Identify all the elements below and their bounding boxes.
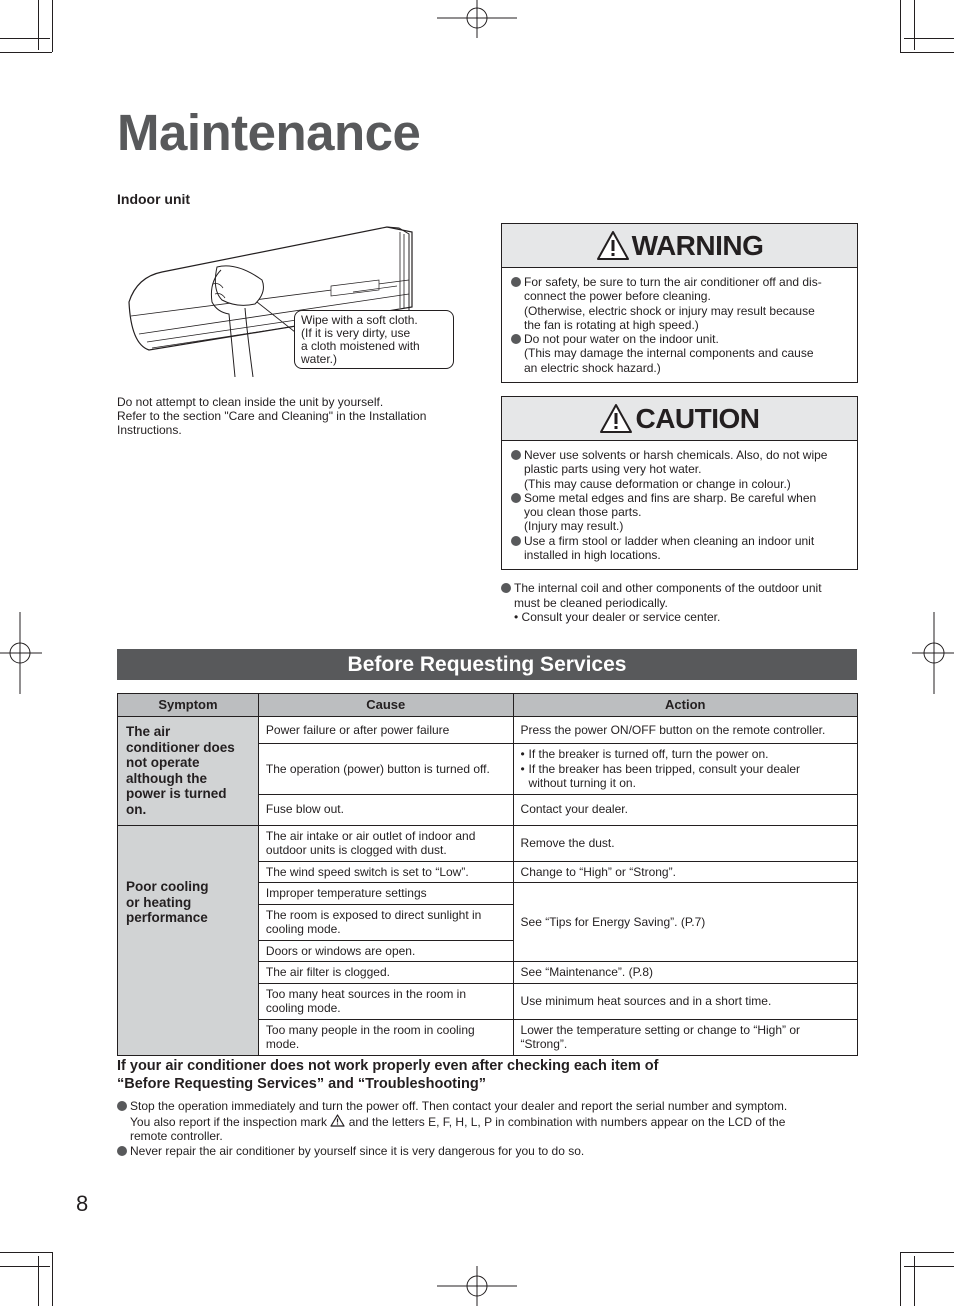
symptom-line: power is turned	[126, 786, 227, 801]
bullet-icon	[511, 334, 521, 344]
action-cell: Change to “High” or “Strong”.	[513, 861, 857, 883]
cause-cell: Doors or windows are open.	[258, 940, 513, 962]
action-line: without turning it on.	[528, 776, 636, 790]
page-title: Maintenance	[117, 104, 421, 161]
symptom-line: on.	[126, 801, 147, 817]
symptom-line: or heating	[126, 894, 192, 910]
item-line: installed in high locations.	[524, 548, 661, 563]
item-line: (Injury may result.)	[524, 519, 624, 534]
symptom-cell	[118, 717, 259, 826]
symptom-line: not operate	[126, 755, 200, 770]
item-line: the fan is rotating at high speed.)	[524, 317, 699, 332]
registration-mark-bottom	[437, 1266, 517, 1306]
item-line: (This may damage the internal components and cause	[524, 346, 814, 361]
cause-line: Too many people in the room in cooling	[265, 1022, 475, 1037]
caution-box	[501, 396, 858, 570]
inspection-mark-icon	[330, 1114, 345, 1127]
action-cell	[513, 1019, 857, 1055]
cause-cell	[258, 825, 513, 861]
cause-cell	[258, 983, 513, 1019]
header-cause: Cause	[258, 694, 513, 717]
header-symptom: Symptom	[118, 694, 259, 717]
caution-item	[511, 491, 849, 534]
bullet-icon	[511, 450, 521, 460]
action-cell: See “Maintenance”. (P.8)	[513, 962, 857, 984]
note-line: Refer to the section "Care and Cleaning" in the Installation	[117, 409, 427, 423]
registration-mark-top	[437, 0, 517, 40]
action-line: If the breaker is turned off, turn the power on.	[528, 747, 769, 761]
final-notes	[117, 1099, 857, 1158]
caution-item	[511, 534, 849, 563]
heading-line: If your air conditioner does not work properly even after checking each item of	[117, 1058, 659, 1074]
final-section-heading	[117, 1057, 857, 1093]
cause-line: cooling mode.	[265, 922, 341, 936]
item-text: You also report if the inspection mark	[130, 1114, 327, 1129]
cause-line: Too many heat sources in the room in	[265, 986, 467, 1001]
warning-triangle-icon	[596, 230, 630, 261]
final-item	[117, 1144, 857, 1159]
item-line: you clean those parts.	[524, 505, 642, 520]
note-line: Do not attempt to clean inside the unit by yourself.	[117, 395, 384, 409]
registration-mark-right	[912, 612, 954, 694]
callout-line: (If it is very dirty, use	[301, 326, 411, 340]
item-line: plastic parts using very hot water.	[524, 462, 702, 477]
note-line: Instructions.	[117, 423, 182, 437]
page-number: 8	[76, 1191, 89, 1216]
bullet-icon	[117, 1101, 127, 1111]
symptom-line: Poor cooling	[126, 879, 209, 895]
final-item	[117, 1099, 857, 1144]
warning-item	[511, 332, 849, 375]
table-header-row	[118, 694, 858, 717]
cause-cell: Fuse blow out.	[258, 794, 513, 825]
symptom-line: although the	[126, 770, 207, 786]
bullet-icon	[511, 536, 521, 546]
services-section-banner: Before Requesting Services	[117, 649, 857, 680]
callout-line: Wipe with a soft cloth.	[301, 313, 418, 327]
wipe-callout	[294, 310, 454, 369]
bullet-icon	[117, 1146, 127, 1156]
action-cell: Press the power ON/OFF button on the remote controller.	[513, 717, 857, 744]
note-line: The internal coil and other components of the outdoor unit	[514, 581, 822, 595]
symptom-cell	[118, 825, 259, 1055]
services-table	[117, 693, 858, 1056]
item-line: remote controller.	[130, 1129, 223, 1143]
action-line: Lower the temperature setting or change to “High” or	[520, 1022, 801, 1037]
table-row	[118, 717, 858, 744]
note-line: must be cleaned periodically.	[514, 595, 668, 610]
cause-line: The room is exposed to direct sunlight in	[265, 907, 482, 922]
caution-heading: CAUTION	[635, 402, 760, 434]
symptom-line: The air	[126, 724, 171, 739]
callout-line: a cloth moistened with	[301, 339, 420, 353]
item-line	[130, 1114, 787, 1130]
item-line: Some metal edges and fins are sharp. Be careful when	[524, 490, 817, 505]
caution-header	[502, 397, 857, 441]
action-cell: Contact your dealer.	[513, 794, 857, 825]
callout-line: water.)	[301, 352, 338, 366]
caution-item	[511, 448, 849, 491]
item-line: For safety, be sure to turn the air conditioner off and dis-	[524, 275, 822, 289]
indoor-unit-label: Indoor unit	[117, 191, 191, 207]
indoor-cleaning-note	[117, 395, 477, 437]
symptom-line: conditioner does	[126, 739, 235, 755]
item-line: an electric shock hazard.)	[524, 360, 661, 375]
item-line: Never repair the air conditioner by yourself since it is very dangerous for you to do so.	[130, 1143, 585, 1158]
warning-item	[511, 275, 849, 332]
action-cell: Remove the dust.	[513, 825, 857, 861]
item-line: Never use solvents or harsh chemicals. Also, do not wipe	[524, 448, 828, 462]
cause-cell	[258, 1019, 513, 1055]
bullet-icon	[511, 277, 521, 287]
bullet-icon	[501, 583, 511, 593]
caution-triangle-icon	[599, 403, 633, 434]
action-line: If the breaker has been tripped, consult your dealer	[528, 761, 801, 776]
cause-cell: The operation (power) button is turned off.	[258, 744, 513, 795]
cause-cell: Improper temperature settings	[258, 883, 513, 905]
outdoor-unit-note	[501, 581, 856, 625]
cause-cell: The wind speed switch is set to “Low”.	[258, 861, 513, 883]
action-cell: • If the breaker is turned off, turn the power on. • If the breaker has been tripped, consult your dealer without turning it on.	[513, 744, 857, 795]
cause-cell	[258, 904, 513, 940]
action-line: “Strong”.	[520, 1037, 568, 1051]
registration-mark-left	[0, 612, 42, 694]
table-row	[118, 825, 858, 861]
note-subline: • Consult your dealer or service center.	[514, 610, 721, 624]
heading-line: “Before Requesting Services” and “Troubleshooting”	[117, 1076, 487, 1092]
warning-box	[501, 223, 858, 383]
action-cell: See “Tips for Energy Saving”. (P.7)	[513, 883, 857, 962]
item-line: Do not pour water on the indoor unit.	[524, 332, 719, 347]
item-text: and the letters E, F, H, L, P in combination with numbers appear on the LCD of the	[348, 1114, 786, 1129]
cause-cell: Power failure or after power failure	[258, 717, 513, 744]
action-cell: Use minimum heat sources and in a short time.	[513, 983, 857, 1019]
header-action: Action	[513, 694, 857, 717]
symptom-line: performance	[126, 910, 208, 926]
cause-cell: The air filter is clogged.	[258, 962, 513, 984]
item-line: (Otherwise, electric shock or injury may result because	[524, 303, 815, 318]
item-line: Stop the operation immediately and turn the power off. Then contact your dealer and report the serial number and symptom.	[130, 1099, 788, 1113]
cause-line: outdoor units is clogged with dust.	[265, 843, 447, 857]
item-line: Use a firm stool or ladder when cleaning an indoor unit	[524, 533, 815, 548]
item-line: connect the power before cleaning.	[524, 289, 711, 304]
warning-heading: WARNING	[631, 229, 764, 261]
item-line: (This may cause deformation or change in colour.)	[524, 476, 791, 491]
bullet-icon	[511, 493, 521, 503]
warning-header	[502, 224, 857, 268]
cause-line: The air intake or air outlet of indoor and	[265, 828, 476, 843]
cause-line: cooling mode.	[265, 1001, 341, 1015]
cause-line: mode.	[265, 1037, 300, 1051]
